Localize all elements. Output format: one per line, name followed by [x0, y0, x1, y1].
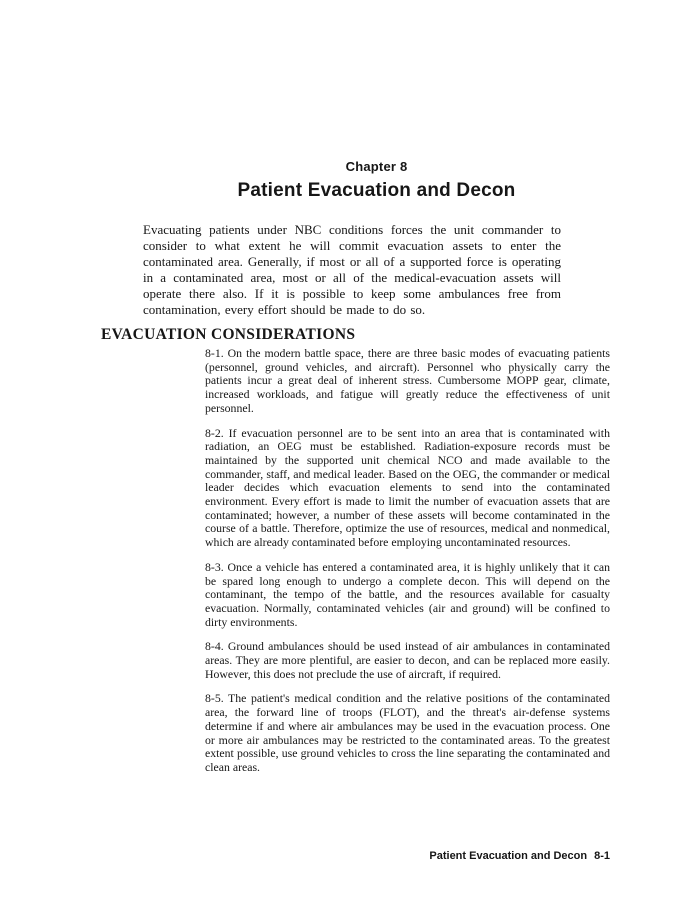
chapter-label: Chapter 8: [345, 159, 408, 174]
paragraph-8-1: 8-1. On the modern battle space, there are three basic modes of evacuating patients (personnel, ground vehicles, and aircraft). Personnel who physically carry the patients incur a great deal of inherent stress. Cumbersome MOPP gear, climate, increased workloads, and fatigue will greatly reduce the effectiveness of unit personnel.: [205, 346, 610, 415]
paragraph-8-2: 8-2. If evacuation personnel are to be sent into an area that is contaminated with radiation, an OEG must be established. Radiation-exposure records must be maintained by the supported unit chemical NCO and made available to the commander, staff, and medical leader. Based on the OEG, the commander or medical leader decides which evacuation elements to send into the contaminated environment. Every effort is made to limit the number of evacuation assets that are contaminated; however, a number of these assets will become contaminated in the course of a battle. Therefore, optimize the use of resources, medical and nonmedical, which are already contaminated before employing uncontaminated resources.: [205, 425, 610, 550]
paragraph-8-4: 8-4. Ground ambulances should be used instead of air ambulances in contaminated areas. They are more plentiful, are easier to decon, and can be replaced more easily. However, this does not preclude the use of aircraft, if required.: [205, 639, 610, 681]
page-title: Patient Evacuation and Decon: [237, 180, 516, 201]
paragraph-8-3: 8-3. Once a vehicle has entered a contaminated area, it is highly unlikely that it can be spared long enough to undergo a complete decon. This will depend on the contaminant, the tempo of the battle, and the resources available for casualty evacuation. Normally, contaminated vehicles (air and ground) will be confined to dirty environments.: [205, 559, 610, 629]
paragraph-8-5: 8-5. The patient's medical condition and the relative positions of the contaminated area, the forward line of troops (FLOT), and the threat's air-defense systems determine if and where air ambulances may be used in the evacuation process. One or more air ambulances may be restricted to the contaminated areas. To the greatest extent possible, use ground vehicles to cross the line separating the contaminated and clean areas.: [205, 691, 610, 774]
intro-paragraph: Evacuating patients under NBC conditions forces the unit commander to consider to what extent he will commit evacuation assets to enter the contaminated area. Generally, if most or all of a supported force is operating in a contaminated area, most or all of the medical-evacuation assets will operate there also. If it is possible to keep some ambulances free from contamination, every effort should be made to do so.: [143, 222, 561, 317]
section-heading-evacuation-considerations: EVACUATION CONSIDERATIONS: [101, 326, 356, 343]
footer-title: Patient Evacuation and Decon: [429, 850, 588, 862]
page-footer: [205, 850, 610, 862]
paragraph-list: [205, 347, 610, 786]
footer-page-number: 8-1: [594, 850, 610, 862]
